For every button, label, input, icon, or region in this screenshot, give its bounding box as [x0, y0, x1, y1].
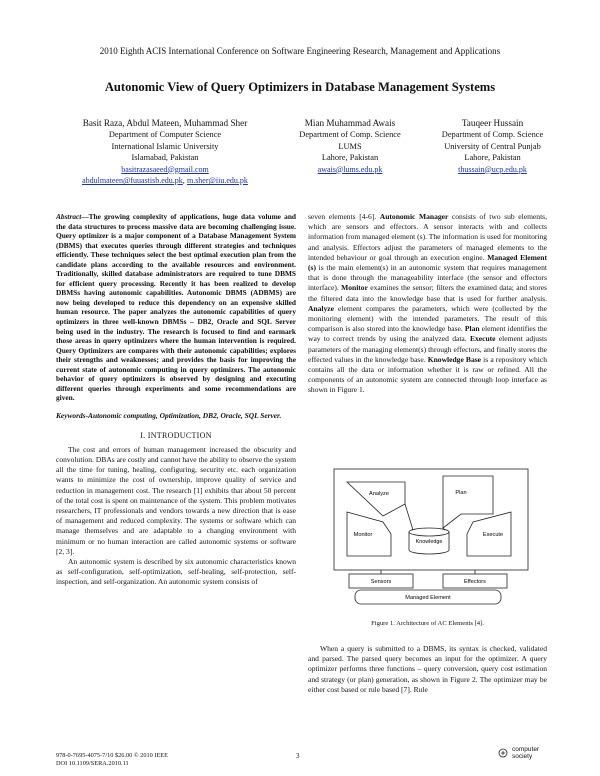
- term-managed-element: Managed Element (s): [308, 252, 547, 273]
- author-names: Mian Muhammad Awais: [304, 118, 396, 128]
- text-run: is a repository which contains all the data or information whether it is raw or refined. All the components of an autonomic system are connected through loop interface as shown in Figure 1.: [308, 354, 547, 395]
- execute-label: Execute: [482, 532, 504, 538]
- author-block-3: [420, 118, 565, 175]
- section-heading: I. INTRODUCTION: [140, 430, 212, 440]
- author-dept: Department of Comp. Science: [299, 130, 401, 140]
- text-run: examines the sensor; filters the examined data; and stores the filtered data into the knowledge base that is used for further analysis.: [308, 283, 547, 303]
- author-city: Islamabad, Pakistan: [131, 153, 199, 163]
- term-plan: Plan: [464, 324, 480, 334]
- plan-label: Plan: [455, 490, 467, 496]
- figure-1-diagram: [333, 468, 529, 608]
- paragraph: An autonomic system is described by six autonomic characteristics known as self-configuration, self-optimization, self-healing, self-protection, self-inspection, and self-organization. An autonomic system consists of: [56, 556, 296, 587]
- paragraph: [308, 212, 547, 396]
- paragraph: The cost and errors of human management increased the obscurity and convolution. DBAs are costly and cannot have the ability to observe the system all the time for tuning, healing, configuring, security etc. each organization wants to minimize the cost of ownership, improve quality of service and reduction in management cost. The research [1] exhibits that about 50 percent of the total cost is spent on maintenance of the system. This problem motivates researchers, IT professionals and vendors towards a new direction that is ease of management and reduced complexity. The systems or software which can manage themselves and are adaptable to a changing environment with minimum or no human interaction are called autonomic systems or software [2, 3].: [56, 444, 296, 556]
- autonomic-manager-box: [334, 469, 528, 570]
- analyze-shape: [347, 482, 405, 516]
- managed-element-label: Managed Element: [405, 595, 451, 601]
- logo-text-computer: computer: [512, 746, 540, 753]
- abstract-text: —The growing complexity of applications, huge data volume and the data structures to process massive data are becoming challenging issue. Query optimizer is a major component of a Database Management System (DBMS) that executes queries through different strategies and techniques efficiently. These techniques select the best optimal execution plan from the candidate plans according to the available resources and environment. Traditionally, skilled database administrators are required to tune DBMS for efficient query processing. Recently it has been realized to develop DBMSs having autonomic capabilities. Autonomic DBMS (ADBMS) are now being developed to reduce this dependency on an expensive skilled human resource. The paper analyzes the autonomic capabilities of query optimizers in three well-known DBMSs – DB2, Oracle and SQL Server being used in the industry. The research is focused to find and earmark those areas in query optimizers where the human intervention is required. Query Optimizers are compares with their autonomic capabilities; explores their strengths and weaknesses; and provides the basis for improving the current state of autonomic computing in query optimizers. The autonomic behavior of query optimizers is observed by designing and executing different queries through experiments and some recommendations are given.: [56, 212, 296, 403]
- author-names: Basit Raza, Abdul Mateen, Muhammad Sher: [82, 118, 248, 128]
- author-email-link[interactable]: basitrazasaeed@gmail.com: [121, 164, 209, 174]
- page-number: 3: [296, 752, 300, 760]
- footer-left: [56, 752, 168, 768]
- text-run: consists of two sub elements, which are sensors and effectors. A sensor interacts with and collects information from managed element (s). The information is used for monitoring and analysis. Effectors adjust the parameters of managed elements to the intended behaviour or goal through an execution engine.: [308, 212, 548, 262]
- author-block-2: [280, 118, 420, 175]
- author-city: Lahore, Pakistan: [321, 153, 379, 163]
- knowledge-label: Knowledge: [415, 539, 443, 545]
- keywords: Keywords-Autonomic computing, Optimization, DB2, Oracle, SQL Server.: [56, 410, 282, 420]
- author-org: University of Central Punjab: [444, 141, 541, 151]
- author-email-link[interactable]: m.sher@iiu.edu.pk: [186, 176, 248, 186]
- figure-caption: Figure 1. Architecture of AC Elements [4].: [371, 620, 484, 627]
- text-run: seven elements [4-6].: [308, 212, 380, 221]
- text-run: element adjusts parameters of the managing element(s) through effectors, and finally stores the effected values in the knowledge base.: [308, 334, 547, 364]
- abstract-label: Abstract: [56, 212, 82, 221]
- text-run: element compares the parameters, which were (collected by the monitoring element) with the intended parameters. The result of this comparison is also stored into the knowledge base.: [308, 303, 547, 334]
- conference-header: 2010 Eighth ACIS International Conference on Software Engineering Research, Management and Applications: [99, 46, 501, 56]
- author-org: LUMS: [338, 141, 362, 151]
- author-dept: Department of Computer Science: [108, 130, 222, 140]
- text-run: is the main element(s) in an autonomic system that requires management that is done through the manageability interface (the sensor and effectors interface).: [308, 263, 547, 293]
- right-column-lower: [308, 644, 547, 695]
- paragraph: When a query is submitted to a DBMS, its syntax is checked, validated and parsed. The parsed query becomes an input for the optimizer. A query optimizer performs three functions – query conversion, query cost estimation and strategy (or plan) generation, as shown in Figure 2. The optimizer may be either cost based or rule based [7]. Rule: [308, 644, 547, 694]
- monitor-label: Monitor: [353, 532, 373, 538]
- doi-line: DOI 10.1109/SERA.2010.11: [56, 760, 129, 767]
- author-org: International Islamic University: [111, 141, 219, 151]
- sensors-label: Sensors: [370, 579, 392, 585]
- author-email-link[interactable]: awais@lums.edu.pk: [317, 164, 383, 174]
- abstract: [56, 212, 296, 403]
- computer-society-icon: [498, 748, 512, 758]
- author-dept: Department of Comp. Science: [441, 130, 544, 140]
- effectors-label: Effectors: [464, 579, 486, 585]
- left-column: [56, 212, 296, 588]
- term-execute: Execute: [469, 334, 496, 344]
- author-city: Lahore, Pakistan: [464, 153, 521, 163]
- term-monitor: Monitor: [341, 283, 368, 293]
- term-knowledge-base: Knowledge Base: [427, 354, 482, 364]
- author-names: Tauqeer Hussain: [461, 118, 524, 128]
- author-block-1: [50, 118, 280, 186]
- right-column: [308, 212, 547, 396]
- isbn-line: 978-0-7695-4075-7/10 $26.00 © 2010 IEEE: [56, 752, 168, 759]
- email-separator: ,: [182, 176, 187, 186]
- logo-text-society: society: [512, 753, 533, 760]
- author-email-link[interactable]: thussain@ucp.edu.pk: [458, 164, 527, 174]
- term-analyze: Analyze: [308, 303, 334, 313]
- analyze-label: Analyze: [369, 491, 389, 497]
- knowledge-cylinder-top: [409, 528, 449, 536]
- term-autonomic-manager: Autonomic Manager: [379, 212, 449, 221]
- author-email-link[interactable]: abdulmateen@fuuastisb.edu.pk: [82, 176, 183, 186]
- text-run: element identifies the way to correct trends by using the analyzed data.: [308, 324, 547, 344]
- plan-shape: [443, 476, 493, 528]
- paper-title: Autonomic View of Query Optimizers in Database Management Systems: [104, 80, 496, 94]
